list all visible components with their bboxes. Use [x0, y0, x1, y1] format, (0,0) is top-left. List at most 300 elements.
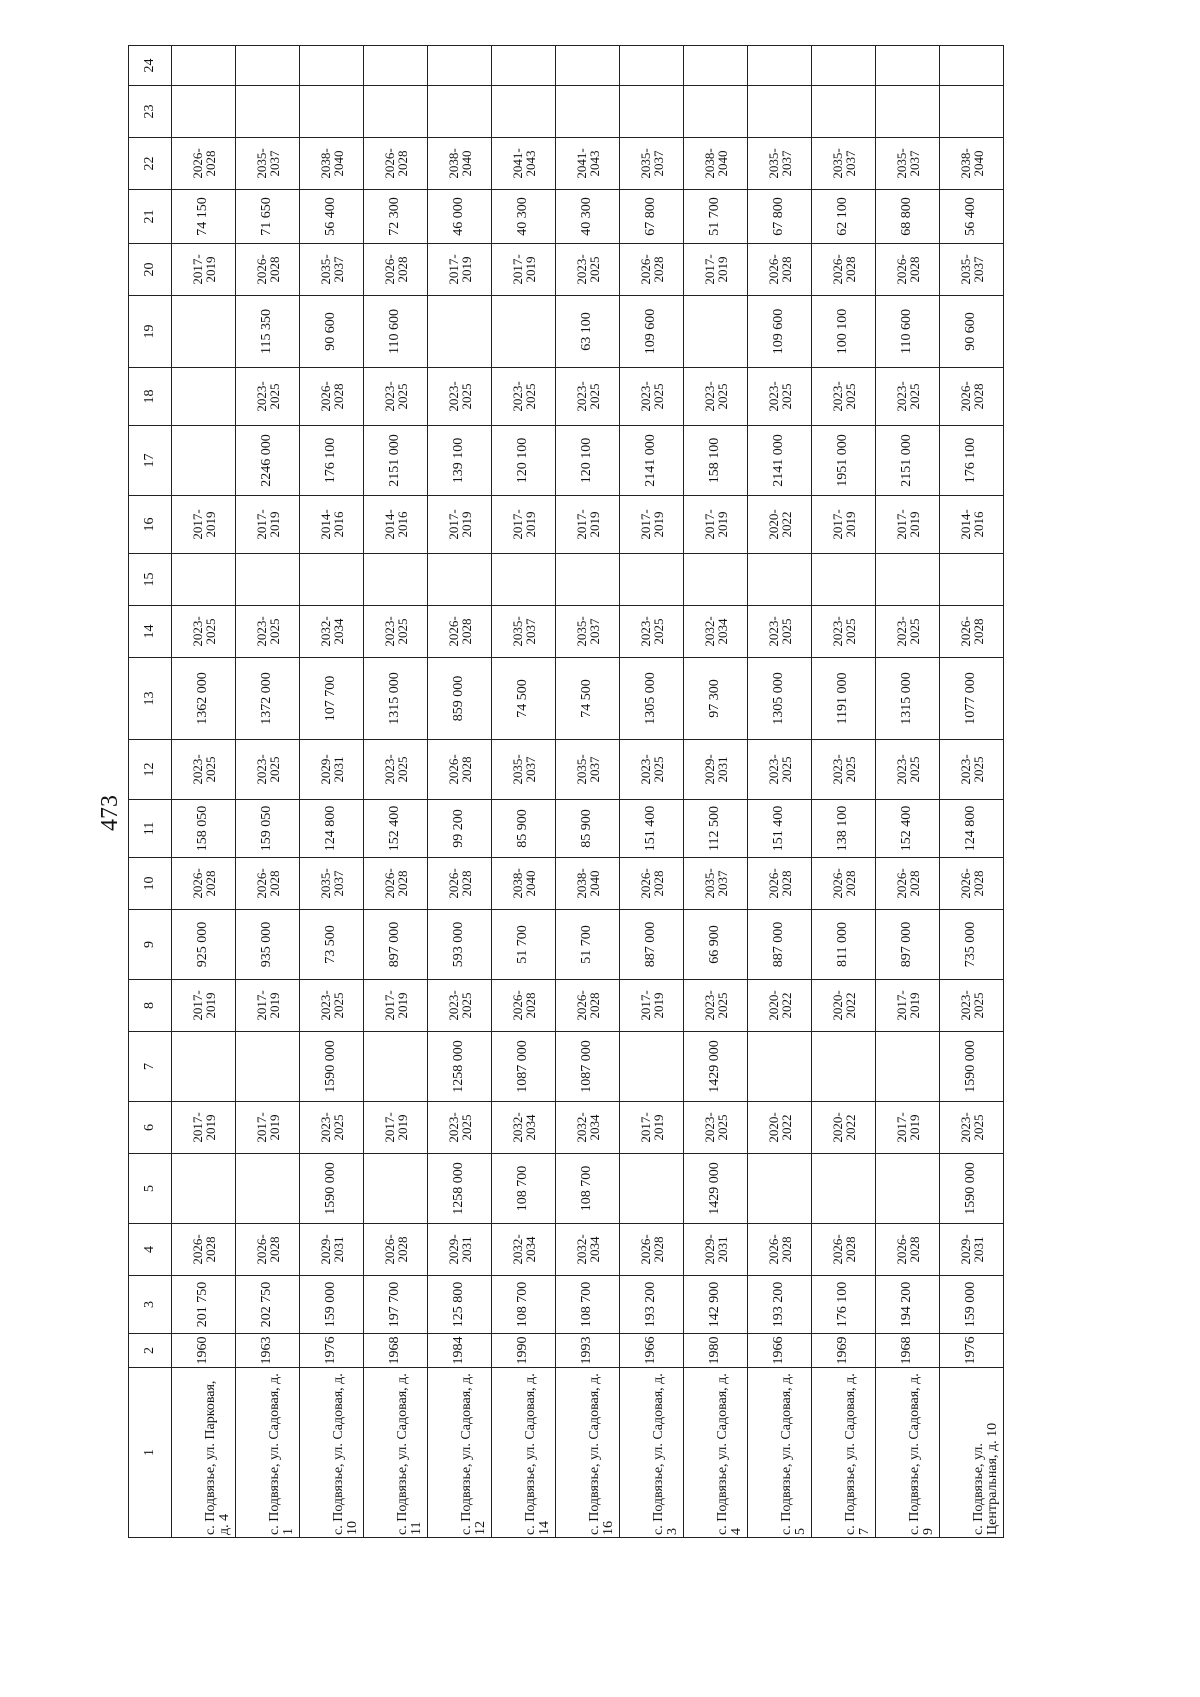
cost-cell: 90 600: [940, 296, 1004, 368]
period-cell: 2017-2019: [684, 244, 748, 296]
cost-cell: [428, 296, 492, 368]
year-cell: 1990: [492, 1334, 556, 1368]
address-cell: с. Подвязье, ул. Садовая, д. 1: [236, 1368, 300, 1538]
cost-cell: 1258 000: [428, 1032, 492, 1102]
column-number-23: 23: [129, 86, 172, 138]
table-row: [172, 46, 236, 1538]
cost-cell: 124 800: [300, 800, 364, 858]
period-cell: 2038-2040: [300, 138, 364, 190]
cost-cell: 152 400: [876, 800, 940, 858]
column-number-15: 15: [129, 554, 172, 606]
period-cell: 2023-2025: [556, 244, 620, 296]
cost-cell: 1258 000: [428, 1154, 492, 1224]
cost-cell: 73 500: [300, 910, 364, 980]
period-cell: 2026-2028: [748, 244, 812, 296]
cost-cell: [236, 554, 300, 606]
cost-cell: 2141 000: [748, 426, 812, 496]
period-cell: 2023-2025: [748, 606, 812, 658]
period-cell: 2026-2028: [172, 858, 236, 910]
period-cell: 2026-2028: [620, 1224, 684, 1276]
cost-cell: [172, 86, 236, 138]
period-cell: 2023-2025: [620, 606, 684, 658]
column-number-19: 19: [129, 296, 172, 368]
address-cell: с. Подвязье, ул. Садовая, д. 12: [428, 1368, 492, 1538]
page-number: 473: [97, 795, 123, 831]
cost-cell: [172, 368, 236, 426]
cost-cell: 151 400: [748, 800, 812, 858]
cost-cell: [748, 86, 812, 138]
year-cell: 1968: [364, 1334, 428, 1368]
year-cell: 1966: [748, 1334, 812, 1368]
cost-cell: 125 800: [428, 1276, 492, 1334]
cost-cell: 99 200: [428, 800, 492, 858]
cost-cell: [620, 46, 684, 86]
table-row: [812, 46, 876, 1538]
cost-cell: 159 000: [300, 1276, 364, 1334]
cost-cell: [364, 86, 428, 138]
cost-cell: 108 700: [492, 1154, 556, 1224]
column-number-8: 8: [129, 980, 172, 1032]
period-cell: 2017-2019: [492, 496, 556, 554]
period-cell: 2017-2019: [876, 980, 940, 1032]
column-number-10: 10: [129, 858, 172, 910]
period-cell: 2026-2028: [236, 244, 300, 296]
year-cell: 1969: [812, 1334, 876, 1368]
cost-cell: 2151 000: [876, 426, 940, 496]
period-cell: 2026-2028: [940, 368, 1004, 426]
period-cell: 2038-2040: [556, 858, 620, 910]
cost-cell: [620, 1154, 684, 1224]
year-cell: 1980: [684, 1334, 748, 1368]
cost-cell: 201 750: [172, 1276, 236, 1334]
period-cell: 2017-2019: [684, 496, 748, 554]
cost-cell: [620, 86, 684, 138]
cost-cell: 40 300: [492, 190, 556, 244]
period-cell: 2017-2019: [172, 496, 236, 554]
table-body: [172, 46, 1004, 1538]
cost-cell: 925 000: [172, 910, 236, 980]
column-number-22: 22: [129, 138, 172, 190]
cost-cell: 197 700: [364, 1276, 428, 1334]
table-row: [300, 46, 364, 1538]
cost-cell: 897 000: [876, 910, 940, 980]
column-number-17: 17: [129, 426, 172, 496]
cost-cell: 1315 000: [876, 658, 940, 740]
cost-cell: [364, 554, 428, 606]
period-cell: 2017-2019: [620, 980, 684, 1032]
period-cell: 2026-2028: [940, 606, 1004, 658]
cost-cell: 1305 000: [748, 658, 812, 740]
period-cell: 2038-2040: [940, 138, 1004, 190]
period-cell: 2023-2025: [812, 740, 876, 800]
period-cell: 2023-2025: [620, 368, 684, 426]
period-cell: 2029-2031: [428, 1224, 492, 1276]
column-number-6: 6: [129, 1102, 172, 1154]
period-cell: 2023-2025: [364, 606, 428, 658]
period-cell: 2023-2025: [876, 368, 940, 426]
period-cell: 2017-2019: [876, 1102, 940, 1154]
cost-cell: 1429 000: [684, 1154, 748, 1224]
address-cell: с. Подвязье, ул. Садовая, д. 7: [812, 1368, 876, 1538]
cost-cell: [684, 296, 748, 368]
period-cell: 2026-2028: [364, 858, 428, 910]
cost-cell: 85 900: [492, 800, 556, 858]
period-cell: 2023-2025: [172, 606, 236, 658]
repair-schedule-table: [128, 45, 1004, 1538]
cost-cell: 97 300: [684, 658, 748, 740]
cost-cell: 1590 000: [300, 1154, 364, 1224]
column-number-21: 21: [129, 190, 172, 244]
period-cell: 2026-2028: [748, 1224, 812, 1276]
period-cell: 2017-2019: [236, 496, 300, 554]
cost-cell: 115 350: [236, 296, 300, 368]
cost-cell: [364, 1032, 428, 1102]
period-cell: 2026-2028: [940, 858, 1004, 910]
column-number-13: 13: [129, 658, 172, 740]
cost-cell: 151 400: [620, 800, 684, 858]
cost-cell: [492, 554, 556, 606]
table-row: [364, 46, 428, 1538]
period-cell: 2026-2028: [620, 858, 684, 910]
cost-cell: 1362 000: [172, 658, 236, 740]
cost-cell: 1305 000: [620, 658, 684, 740]
period-cell: 2035-2037: [620, 138, 684, 190]
period-cell: 2026-2028: [876, 1224, 940, 1276]
cost-cell: [236, 1032, 300, 1102]
period-cell: 2020-2022: [812, 1102, 876, 1154]
year-cell: 1976: [300, 1334, 364, 1368]
cost-cell: 110 600: [876, 296, 940, 368]
cost-cell: [236, 46, 300, 86]
period-cell: 2026-2028: [236, 858, 300, 910]
period-cell: 2023-2025: [812, 368, 876, 426]
cost-cell: [172, 46, 236, 86]
period-cell: 2023-2025: [364, 368, 428, 426]
cost-cell: 176 100: [300, 426, 364, 496]
cost-cell: 62 100: [812, 190, 876, 244]
column-number-14: 14: [129, 606, 172, 658]
period-cell: 2026-2028: [428, 858, 492, 910]
period-cell: 2026-2028: [876, 858, 940, 910]
period-cell: 2020-2022: [748, 1102, 812, 1154]
period-cell: 2029-2031: [684, 1224, 748, 1276]
cost-cell: 51 700: [684, 190, 748, 244]
address-cell: с. Подвязье, ул. Центральная, д. 10: [940, 1368, 1004, 1538]
period-cell: 2023-2025: [940, 1102, 1004, 1154]
column-number-18: 18: [129, 368, 172, 426]
cost-cell: [428, 86, 492, 138]
period-cell: 2038-2040: [492, 858, 556, 910]
period-cell: 2035-2037: [492, 740, 556, 800]
cost-cell: 72 300: [364, 190, 428, 244]
cost-cell: [428, 554, 492, 606]
period-cell: 2023-2025: [300, 980, 364, 1032]
column-number-24: 24: [129, 46, 172, 86]
cost-cell: [812, 1154, 876, 1224]
period-cell: 2023-2025: [684, 1102, 748, 1154]
cost-cell: 1590 000: [940, 1154, 1004, 1224]
cost-cell: 193 200: [620, 1276, 684, 1334]
period-cell: 2017-2019: [172, 980, 236, 1032]
cost-cell: 1087 000: [556, 1032, 620, 1102]
cost-cell: [940, 46, 1004, 86]
cost-cell: 2246 000: [236, 426, 300, 496]
cost-cell: [684, 86, 748, 138]
cost-cell: 109 600: [620, 296, 684, 368]
cost-cell: 66 900: [684, 910, 748, 980]
cost-cell: 2151 000: [364, 426, 428, 496]
cost-cell: 108 700: [556, 1154, 620, 1224]
cost-cell: [172, 1032, 236, 1102]
cost-cell: 1951 000: [812, 426, 876, 496]
cost-cell: [364, 46, 428, 86]
cost-cell: [492, 46, 556, 86]
period-cell: 2017-2019: [492, 244, 556, 296]
table-row: [876, 46, 940, 1538]
period-cell: 2026-2028: [812, 244, 876, 296]
cost-cell: [620, 1032, 684, 1102]
cost-cell: 1087 000: [492, 1032, 556, 1102]
table-row: [620, 46, 684, 1538]
cost-cell: [684, 554, 748, 606]
cost-cell: [492, 296, 556, 368]
cost-cell: [812, 554, 876, 606]
cost-cell: 74 500: [492, 658, 556, 740]
address-cell: с. Подвязье, ул. Садовая, д. 16: [556, 1368, 620, 1538]
period-cell: 2023-2025: [236, 740, 300, 800]
cost-cell: [556, 554, 620, 606]
cost-cell: 202 750: [236, 1276, 300, 1334]
column-number-4: 4: [129, 1224, 172, 1276]
period-cell: 2026-2028: [172, 1224, 236, 1276]
period-cell: 2023-2025: [236, 606, 300, 658]
cost-cell: [876, 86, 940, 138]
cost-cell: 90 600: [300, 296, 364, 368]
cost-cell: [748, 554, 812, 606]
cost-cell: [748, 46, 812, 86]
cost-cell: [812, 86, 876, 138]
cost-cell: 108 700: [492, 1276, 556, 1334]
cost-cell: [300, 46, 364, 86]
cost-cell: [684, 46, 748, 86]
address-cell: с. Подвязье, ул. Садовая, д. 5: [748, 1368, 812, 1538]
cost-cell: 593 000: [428, 910, 492, 980]
period-cell: 2038-2040: [428, 138, 492, 190]
period-cell: 2026-2028: [428, 606, 492, 658]
period-cell: 2029-2031: [300, 740, 364, 800]
cost-cell: 100 100: [812, 296, 876, 368]
period-cell: 2026-2028: [364, 244, 428, 296]
year-cell: 1976: [940, 1334, 1004, 1368]
period-cell: 2035-2037: [876, 138, 940, 190]
cost-cell: 193 200: [748, 1276, 812, 1334]
cost-cell: [172, 1154, 236, 1224]
cost-cell: [876, 46, 940, 86]
cost-cell: [876, 554, 940, 606]
period-cell: 2035-2037: [940, 244, 1004, 296]
cost-cell: 1191 000: [812, 658, 876, 740]
period-cell: 2035-2037: [812, 138, 876, 190]
period-cell: 2026-2028: [748, 858, 812, 910]
cost-cell: 1590 000: [940, 1032, 1004, 1102]
period-cell: 2017-2019: [620, 496, 684, 554]
period-cell: 2032-2034: [492, 1102, 556, 1154]
address-cell: с. Подвязье, ул. Парковая, д. 4: [172, 1368, 236, 1538]
cost-cell: [748, 1154, 812, 1224]
cost-cell: [556, 46, 620, 86]
table-row: [684, 46, 748, 1538]
cost-cell: 63 100: [556, 296, 620, 368]
cost-cell: 142 900: [684, 1276, 748, 1334]
column-number-2: 2: [129, 1334, 172, 1368]
address-cell: с. Подвязье, ул. Садовая, д. 3: [620, 1368, 684, 1538]
period-cell: 2023-2025: [556, 368, 620, 426]
cost-cell: 159 000: [940, 1276, 1004, 1334]
table-row: [748, 46, 812, 1538]
period-cell: 2017-2019: [620, 1102, 684, 1154]
cost-cell: [428, 46, 492, 86]
cost-cell: 1077 000: [940, 658, 1004, 740]
period-cell: 2023-2025: [236, 368, 300, 426]
cost-cell: 40 300: [556, 190, 620, 244]
period-cell: 2023-2025: [620, 740, 684, 800]
period-cell: 2023-2025: [876, 740, 940, 800]
period-cell: 2026-2028: [812, 858, 876, 910]
column-number-7: 7: [129, 1032, 172, 1102]
period-cell: 2023-2025: [940, 980, 1004, 1032]
cost-cell: 735 000: [940, 910, 1004, 980]
period-cell: 2023-2025: [812, 606, 876, 658]
cost-cell: 71 650: [236, 190, 300, 244]
period-cell: 2032-2034: [556, 1224, 620, 1276]
cost-cell: 887 000: [620, 910, 684, 980]
cost-cell: 2141 000: [620, 426, 684, 496]
cost-cell: [940, 86, 1004, 138]
cost-cell: 74 150: [172, 190, 236, 244]
period-cell: 2038-2040: [684, 138, 748, 190]
period-cell: 2017-2019: [364, 1102, 428, 1154]
cost-cell: [172, 554, 236, 606]
period-cell: 2017-2019: [364, 980, 428, 1032]
cost-cell: 46 000: [428, 190, 492, 244]
cost-cell: 68 800: [876, 190, 940, 244]
cost-cell: [812, 1032, 876, 1102]
cost-cell: 109 600: [748, 296, 812, 368]
year-cell: 1984: [428, 1334, 492, 1368]
period-cell: 2026-2028: [812, 1224, 876, 1276]
period-cell: 2029-2031: [940, 1224, 1004, 1276]
address-cell: с. Подвязье, ул. Садовая, д. 11: [364, 1368, 428, 1538]
cost-cell: [876, 1154, 940, 1224]
period-cell: 2017-2019: [236, 1102, 300, 1154]
period-cell: 2017-2019: [556, 496, 620, 554]
column-number-row: [129, 46, 172, 1538]
period-cell: 2026-2028: [556, 980, 620, 1032]
period-cell: 2026-2028: [236, 1224, 300, 1276]
period-cell: 2023-2025: [684, 980, 748, 1032]
period-cell: 2035-2037: [556, 606, 620, 658]
period-cell: 2026-2028: [620, 244, 684, 296]
period-cell: 2035-2037: [684, 858, 748, 910]
period-cell: 2014-2016: [364, 496, 428, 554]
period-cell: 2029-2031: [300, 1224, 364, 1276]
cost-cell: 194 200: [876, 1276, 940, 1334]
year-cell: 1993: [556, 1334, 620, 1368]
period-cell: 2041-2043: [556, 138, 620, 190]
year-cell: 1960: [172, 1334, 236, 1368]
cost-cell: 176 100: [940, 426, 1004, 496]
cost-cell: 1590 000: [300, 1032, 364, 1102]
period-cell: 2020-2022: [812, 980, 876, 1032]
period-cell: 2023-2025: [876, 606, 940, 658]
cost-cell: 158 050: [172, 800, 236, 858]
period-cell: 2035-2037: [300, 244, 364, 296]
column-number-12: 12: [129, 740, 172, 800]
cost-cell: 935 000: [236, 910, 300, 980]
cost-cell: 811 000: [812, 910, 876, 980]
period-cell: 2041-2043: [492, 138, 556, 190]
table-row: [236, 46, 300, 1538]
period-cell: 2020-2022: [748, 496, 812, 554]
cost-cell: 108 700: [556, 1276, 620, 1334]
cost-cell: 56 400: [940, 190, 1004, 244]
address-cell: с. Подвязье, ул. Садовая, д. 9: [876, 1368, 940, 1538]
table-row: [940, 46, 1004, 1538]
period-cell: 2026-2028: [300, 368, 364, 426]
cost-cell: 120 100: [556, 426, 620, 496]
cost-cell: [812, 46, 876, 86]
year-cell: 1966: [620, 1334, 684, 1368]
cost-cell: [492, 86, 556, 138]
cost-cell: 1429 000: [684, 1032, 748, 1102]
period-cell: 2017-2019: [236, 980, 300, 1032]
period-cell: 2023-2025: [748, 740, 812, 800]
cost-cell: 51 700: [492, 910, 556, 980]
period-cell: 2023-2025: [492, 368, 556, 426]
cost-cell: [556, 86, 620, 138]
cost-cell: [300, 86, 364, 138]
period-cell: 2023-2025: [940, 740, 1004, 800]
address-cell: с. Подвязье, ул. Садовая, д. 10: [300, 1368, 364, 1538]
cost-cell: 67 800: [748, 190, 812, 244]
table-row: [556, 46, 620, 1538]
period-cell: 2026-2028: [492, 980, 556, 1032]
period-cell: 2035-2037: [556, 740, 620, 800]
cost-cell: 85 900: [556, 800, 620, 858]
cost-cell: 74 500: [556, 658, 620, 740]
period-cell: 2023-2025: [428, 980, 492, 1032]
cost-cell: 859 000: [428, 658, 492, 740]
cost-cell: [748, 1032, 812, 1102]
period-cell: 2035-2037: [748, 138, 812, 190]
cost-cell: 56 400: [300, 190, 364, 244]
period-cell: 2023-2025: [428, 1102, 492, 1154]
period-cell: 2014-2016: [940, 496, 1004, 554]
cost-cell: [172, 296, 236, 368]
column-number-3: 3: [129, 1276, 172, 1334]
cost-cell: 158 100: [684, 426, 748, 496]
rotated-table-container: [128, 45, 1004, 1538]
table-row: [428, 46, 492, 1538]
period-cell: 2023-2025: [300, 1102, 364, 1154]
period-cell: 2017-2019: [428, 496, 492, 554]
cost-cell: 152 400: [364, 800, 428, 858]
year-cell: 1968: [876, 1334, 940, 1368]
cost-cell: 897 000: [364, 910, 428, 980]
period-cell: 2035-2037: [300, 858, 364, 910]
period-cell: 2017-2019: [172, 1102, 236, 1154]
cost-cell: 887 000: [748, 910, 812, 980]
